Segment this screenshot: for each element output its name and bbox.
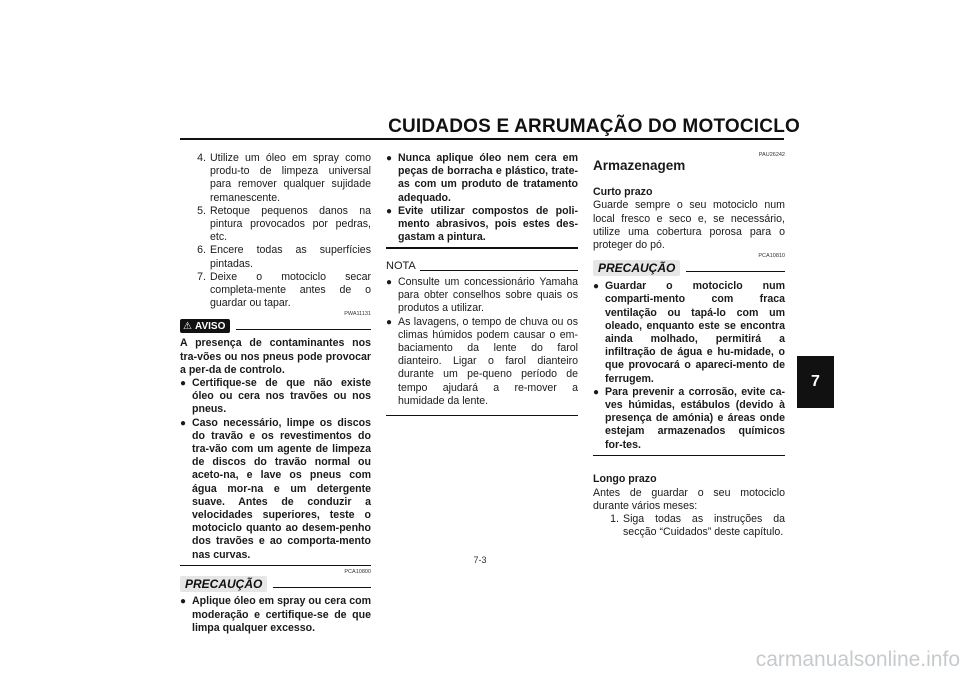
caution-code: PCA10810 [758, 253, 785, 260]
bullet-dot-icon: ● [386, 153, 393, 164]
header-rule [180, 138, 784, 140]
warning-header [180, 318, 371, 334]
caution-end-rule [593, 455, 785, 457]
bullet-dot-icon: ● [593, 386, 600, 398]
caution-header [180, 576, 371, 592]
bullet-dot-icon: ● [386, 276, 393, 288]
chapter-tab: 7 [797, 356, 834, 408]
note-end-rule [386, 415, 578, 416]
note-bullet: ● As lavagens, o tempo de chuva ou os climas húmidos podem causar o em-baciamento da lente do farol dianteiro. Ligar o farol dianteiro durante um pe-queno período de tempo ajudará a re-mover a humidade da lente. [386, 315, 578, 407]
page-number: 7-3 [473, 555, 487, 565]
note-bullet: ● Consulte um concessionário Yamaha para obter conselhos sobre quais os produtos a utilizar. [386, 275, 578, 315]
warning-triangle-icon: ⚠ [183, 320, 192, 332]
page-header-title: CUIDADOS E ARRUMAÇÃO DO MOTOCICLO [388, 116, 800, 137]
bullet-dot-icon: ● [593, 281, 600, 293]
long-term-text: Antes de guardar o seu motociclo durante vários meses: [593, 486, 785, 512]
warning-badge: ⚠ AVISO [180, 319, 230, 333]
bullet-dot-icon: ● [386, 205, 393, 217]
column-1 [180, 152, 371, 635]
watermark: carmanualsonline.info [755, 648, 960, 671]
warning-end-rule [180, 565, 371, 567]
note-label: NOTA [386, 259, 416, 272]
warning-rule [236, 329, 371, 330]
long-term-heading: Longo prazo [593, 473, 657, 486]
warning-bullet: ● Certifique-se de que não existe óleo ou cera nos travões ou nos pneus. [180, 377, 371, 416]
caution-code: PCA10800 [344, 569, 371, 576]
column-2 [386, 152, 578, 416]
caution-bullet: ● Guardar o motociclo num comparti-mento com fraca ventilação ou tapá-lo com um oleado, enquanto este se encontra ainda molhado, permitirá a infiltração de água e hu-midade, o que provocará o apareci-mento de ferrugem. [593, 280, 785, 385]
caution-bullet: ● Nunca aplique óleo nem cera em peças de borracha e plástico, trate-as com um produto de tratamento adequado. [386, 152, 578, 204]
warning-bullet: ● Caso necessário, limpe os discos do travão e os revestimentos do tra-vão com um agente de limpeza de discos do travão normal ou aceto-na, e lave os pneus com água mor-na e um detergente suave. Antes de conduzir a velocidades superiores, teste o motociclo quanto ao desem-penho dos travões e ao comporta-mento nas curvas. [180, 416, 371, 561]
caution-badge: PRECAUÇÃO [180, 576, 267, 592]
step-item: 1. Siga todas as instruções da secção “Cuidados” deste capítulo. [610, 512, 785, 539]
caution-bullet: ● Para prevenir a corrosão, evite ca-ves húmidas, estábulos (devido à presença de amónia) e áreas onde estejam armazenados químicos for-tes. [593, 385, 785, 451]
warning-code: PWA11131 [344, 311, 371, 318]
step-item: 6. Encere todas as superfícies pintadas. [197, 244, 371, 270]
warning-intro: A presença de contaminantes nos tra-vões ou nos pneus pode provocar a per-da de controlo. [180, 337, 371, 376]
note-header [386, 259, 578, 274]
note-rule [420, 270, 578, 271]
bullet-dot-icon: ● [180, 417, 187, 429]
caution-rule [273, 587, 371, 588]
bullet-dot-icon: ● [180, 596, 187, 608]
short-term-text: Guarde sempre o seu motociclo num local fresco e seco e, se necessário, utilize uma cobertura porosa para o proteger do pó. [593, 199, 785, 252]
column-3 [593, 152, 785, 539]
caution-bullet: ● Evite utilizar compostos de poli-mento abrasivos, pois estes des-gastam a pintura. [386, 204, 578, 244]
step-item: 4. Utilize um óleo em spray como produ-to de limpeza universal para remover qualquer sujidade remanescente. [197, 152, 371, 204]
step-item: 7. Deixe o motociclo secar completa-mente antes de o guardar ou tapar. [197, 270, 371, 310]
section-title: Armazenagem [593, 158, 686, 173]
caution-header [593, 260, 785, 276]
short-term-heading: Curto prazo [593, 186, 653, 199]
caution-badge: PRECAUÇÃO [593, 260, 680, 276]
caution-bullet: ● Aplique óleo em spray ou cera com moderação e certifique-se de que limpa qualquer excesso. [180, 595, 371, 634]
caution-end-rule [386, 247, 578, 249]
bullet-dot-icon: ● [180, 378, 187, 390]
bullet-dot-icon: ● [386, 316, 393, 328]
steps-list [180, 152, 371, 310]
caution-rule [686, 271, 785, 272]
section-code: PAU26242 [758, 152, 785, 158]
step-item: 5. Retoque pequenos danos na pintura provocados por pedras, etc. [197, 204, 371, 244]
